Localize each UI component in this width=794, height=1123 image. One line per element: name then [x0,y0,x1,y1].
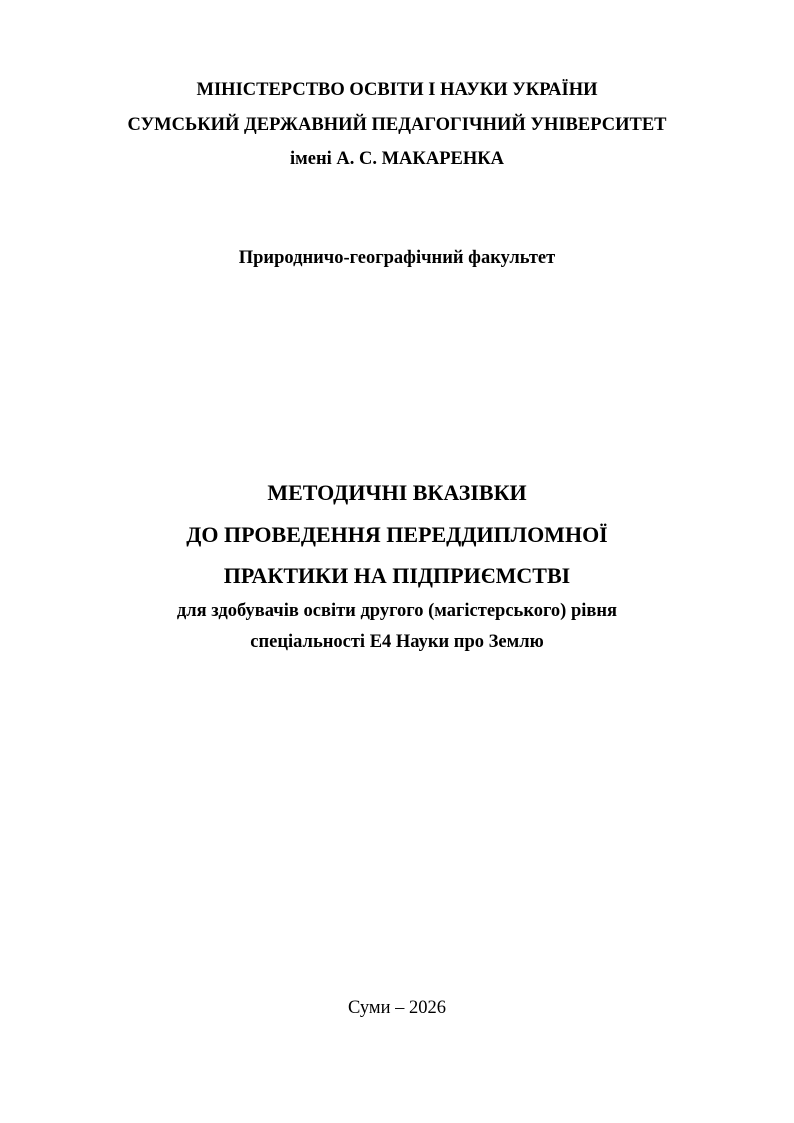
document-title-line-2: ДО ПРОВЕДЕННЯ ПЕРЕДДИПЛОМНОЇ [186,522,608,547]
place-and-year: Суми – 2026 [348,998,446,1018]
audience-line-1: для здобувачів освіти другого (магістерського) рівня [176,601,618,621]
audience-line-2: спеціальності Е4 Науки про Землю [250,632,544,652]
university-heading: СУМСЬКИЙ ДЕРЖАВНИЙ ПЕДАГОГІЧНИЙ УНІВЕРСИТЕТ [127,115,667,135]
faculty-name: Природничо-географічний факультет [238,248,556,268]
document-title-line-3: ПРАКТИКИ НА ПІДПРИЄМСТВІ [223,563,571,588]
ministry-heading: МІНІСТЕРСТВО ОСВІТИ І НАУКИ УКРАЇНИ [196,80,598,100]
university-named-after: імені А. С. МАКАРЕНКА [290,149,504,169]
document-title-line-1: МЕТОДИЧНІ ВКАЗІВКИ [267,480,527,505]
